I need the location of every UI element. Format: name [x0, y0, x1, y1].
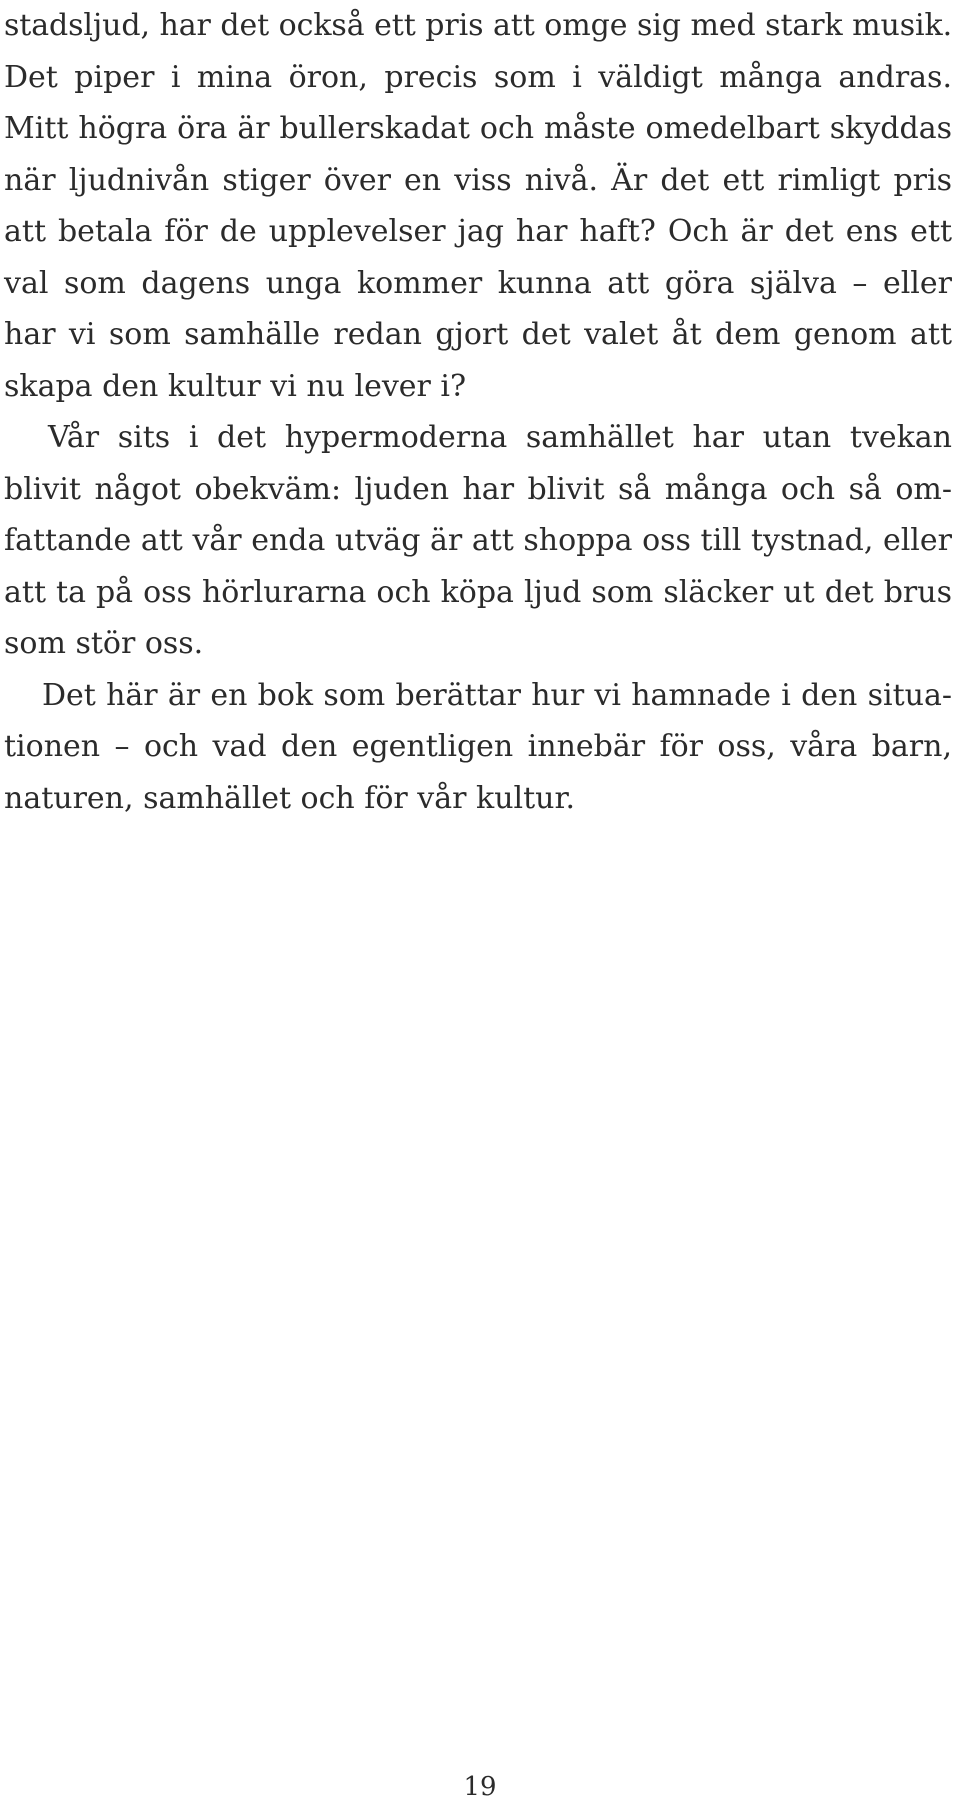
text-line: när ljudnivån stiger över en viss nivå. Är det ett rimligt pris: [4, 162, 952, 198]
text-line: har vi som samhälle redan gjort det valet åt dem genom att: [4, 317, 952, 352]
text-line: som stör oss.: [4, 626, 204, 661]
text-line: Det här är en bok som berättar hur vi hamnade i den situa-: [42, 677, 952, 713]
text-line: blivit något obekväm: ljuden har blivit så många och så om-: [4, 471, 952, 507]
paragraph-3: [4, 670, 952, 825]
text-line: att ta på oss hörlurarna och köpa ljud som släcker ut det brus: [4, 574, 952, 610]
text-line: skapa den kultur vi nu lever i?: [4, 368, 467, 404]
text-line: stadsljud, har det också ett pris att omge sig med stark musik.: [4, 8, 952, 43]
text-line: Det piper i mina öron, precis som i väldigt många andras.: [4, 59, 952, 95]
text-line: Mitt högra öra är bullerskadat och måste omedelbart skyddas: [4, 111, 952, 146]
text-line: att betala för de upplevelser jag har haft? Och är det ens ett: [4, 214, 952, 249]
text-line: fattande att vår enda utväg är att shoppa oss till tystnad, eller: [4, 523, 952, 558]
text-line: val som dagens unga kommer kunna att göra själva – eller: [4, 265, 952, 301]
page-number: 19: [463, 1772, 497, 1802]
paragraph-1: [4, 0, 952, 412]
text-line: naturen, samhället och för vår kultur.: [4, 780, 576, 816]
body-text: [4, 0, 952, 824]
paragraph-2: [4, 412, 952, 670]
text-line: tionen – och vad den egentligen innebär för oss, våra barn,: [4, 729, 952, 764]
text-line: Vår sits i det hypermoderna samhället har utan tvekan: [48, 420, 952, 455]
